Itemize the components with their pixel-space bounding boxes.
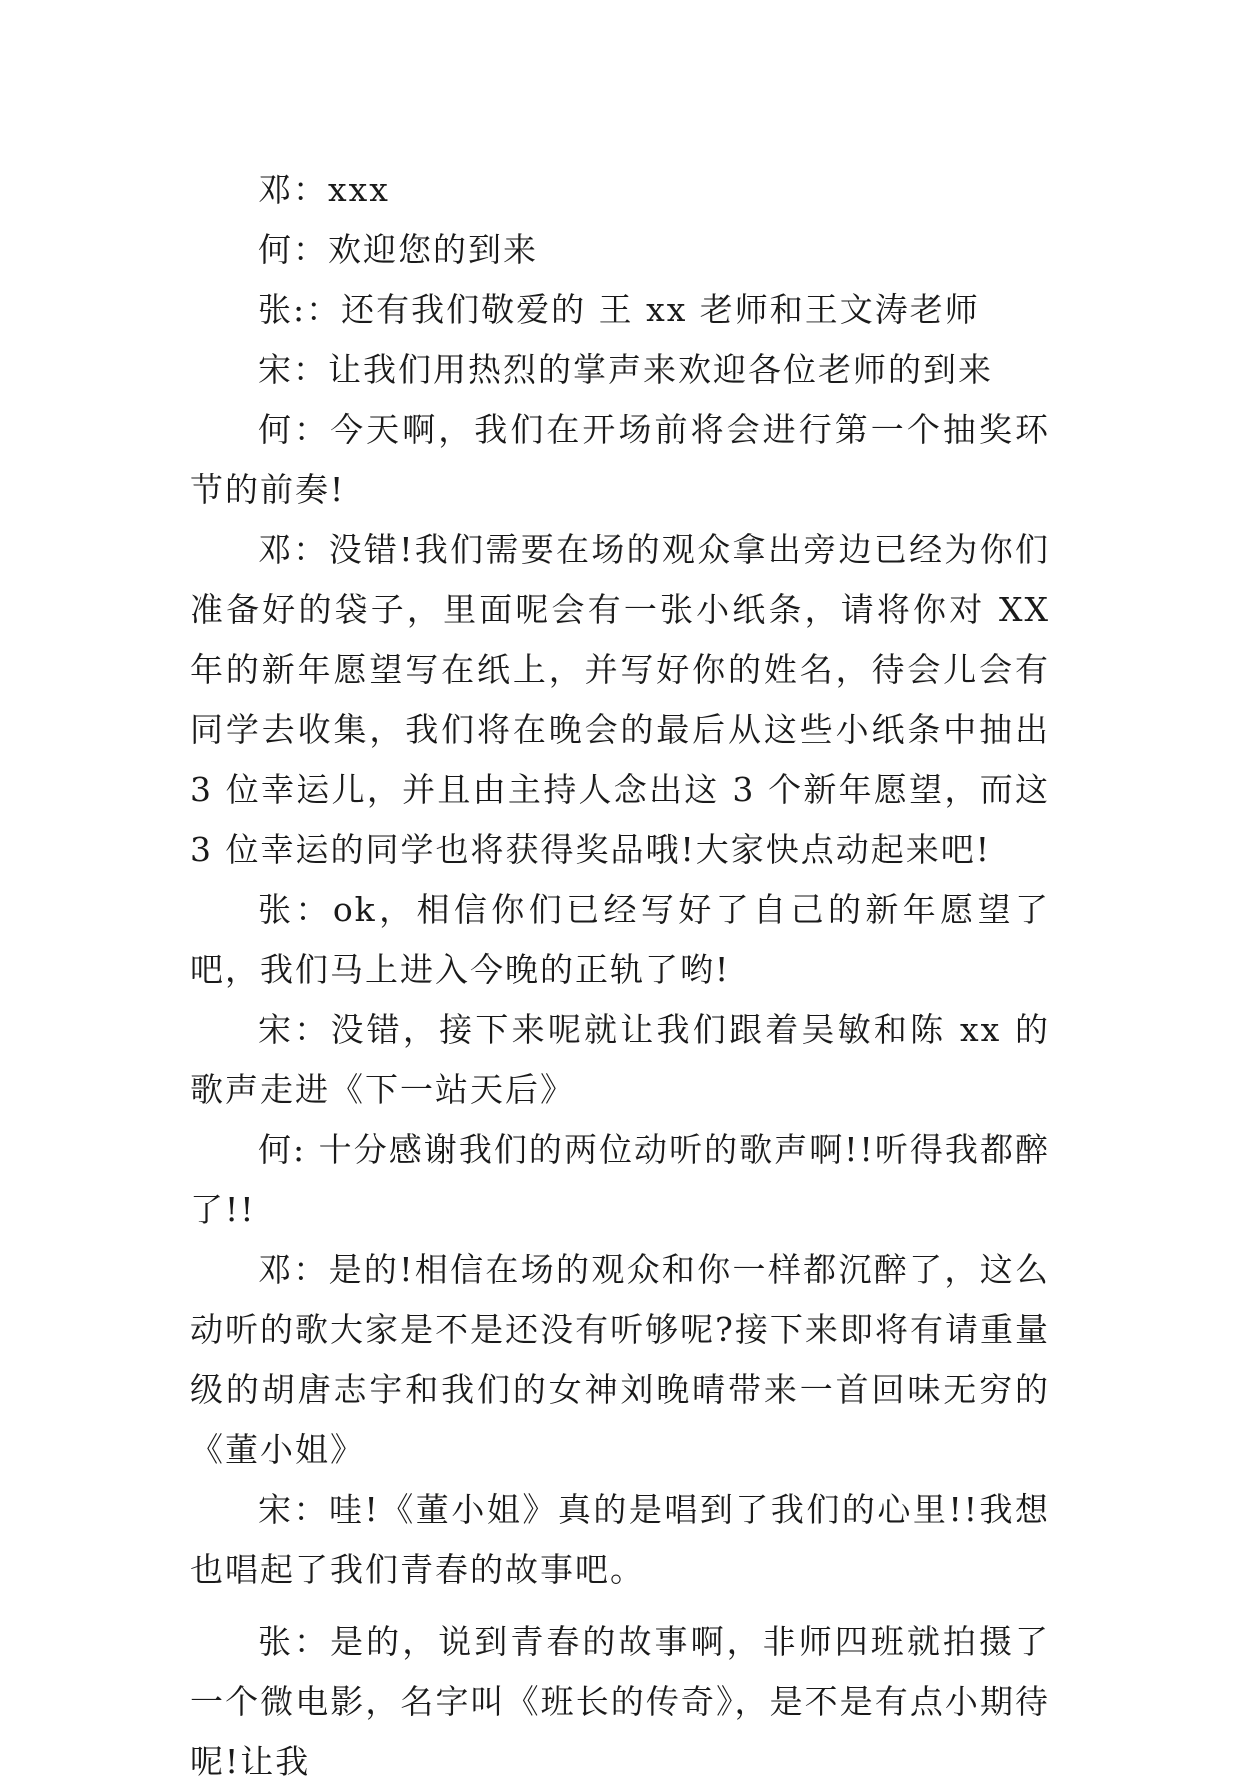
- paragraph-deng-1: 邓：xxx: [258, 170, 390, 209]
- paragraph-he-1: 何：欢迎您的到来: [258, 230, 538, 269]
- paragraph-song-3: 宋：哇!《董小姐》真的是唱到了我们的心里!!我想也唱起了我们青春的故事吧。: [190, 1490, 1050, 1589]
- paragraph-song-1: 宋：让我们用热烈的掌声来欢迎各位老师的到来: [258, 350, 993, 389]
- paragraph-zhang-1: 张:：还有我们敬爱的 王 xx 老师和王文涛老师: [258, 290, 980, 329]
- paragraph-deng-3: 邓：是的!相信在场的观众和你一样都沉醉了，这么动听的歌大家是不是还没有听够呢?接下来即将有请重量级的胡唐志宇和我们的女神刘晚晴带来一首回味无穷的《董小姐》: [190, 1250, 1050, 1469]
- paragraph-zhang-2: 张：ok，相信你们已经写好了自己的新年愿望了吧，我们马上进入今晚的正轨了哟!: [190, 890, 1050, 989]
- paragraph-song-2: 宋：没错，接下来呢就让我们跟着吴敏和陈 xx 的歌声走进《下一站天后》: [190, 1010, 1050, 1109]
- document-body: [190, 160, 1050, 1792]
- paragraph-he-3: 何: 十分感谢我们的两位动听的歌声啊!!听得我都醉了!!: [190, 1130, 1050, 1229]
- paragraph-he-2: 何：今天啊，我们在开场前将会进行第一个抽奖环节的前奏!: [190, 410, 1050, 509]
- paragraph-deng-2: 邓：没错!我们需要在场的观众拿出旁边已经为你们准备好的袋子，里面呢会有一张小纸条，请将你对 XX 年的新年愿望写在纸上，并写好你的姓名，待会儿会有同学去收集，我们将在晚会的最后从这些小纸条中抽出 3 位幸运儿，并且由主持人念出这 3 个新年愿望，而这 3 位幸运的同学也将获得奖品哦!大家快点动起来吧!: [190, 530, 1050, 869]
- paragraph-zhang-3: 张：是的，说到青春的故事啊，非师四班就拍摄了一个微电影，名字叫《班长的传奇》，是不是有点小期待呢!让我: [190, 1622, 1050, 1781]
